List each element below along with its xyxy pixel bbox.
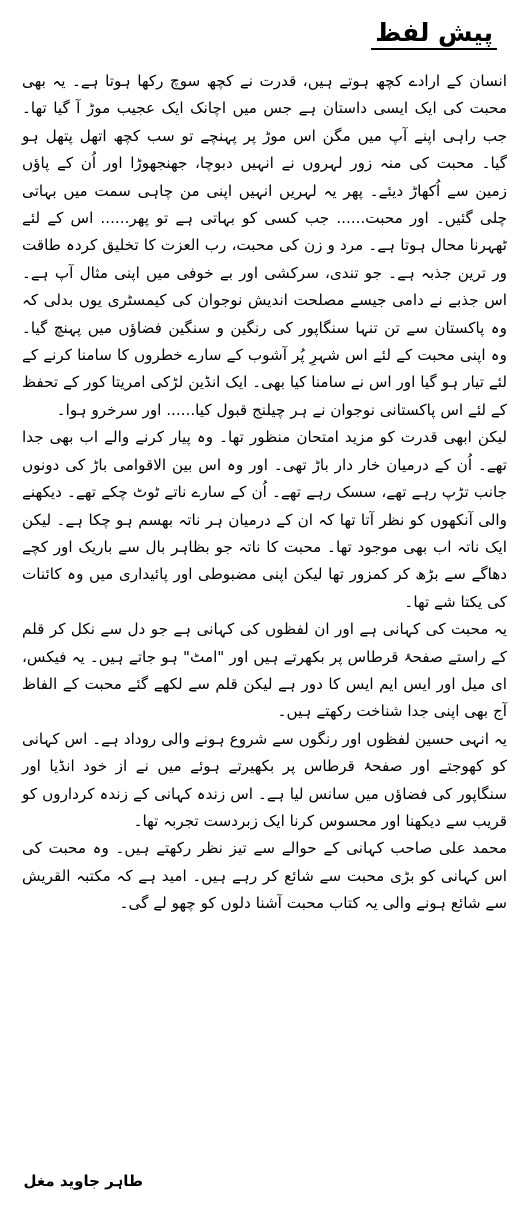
paragraph-4: یہ انہی حسین لفظوں اور رنگوں سے شروع ہونے والی روداد ہے۔ اس کہانی کو کھوجتے اور صفحۂ قرطاس پر بکھیرتے ہوئے میں نے از خود انڈیا اور سنگاپور کی فضاؤں میں سانس لیا ہے۔ اس زندہ کہانی کے زندہ کرداروں کو قریب سے دیکھنا اور محسوس کرنا ایک زبردست تجربہ تھا۔ [22, 729, 507, 830]
title-block [375, 14, 493, 52]
paragraph-2: لیکن ابھی قدرت کو مزید امتحان منظور تھا۔ وہ پیار کرنے والے اب بھی جدا تھے۔ اُن کے درمیان خار دار باڑ تھی۔ اور وہ اس بین الاقوامی باڑ کی دونوں جانب تڑپ رہے تھے، سسک رہے تھے۔ اُن کے سارے ناتے ٹوٹ چکے تھے۔ دیکھنے والی آنکھوں کو نظر آتا تھا کہ ان کے درمیان ہر ناتہ بھسم ہو چکا ہے۔ لیکن ایک ناتہ اب بھی موجود تھا۔ محبت کا ناتہ جو بظاہر بال سے باریک اور کچے دھاگے سے بڑھ کر کمزور تھا لیکن اپنی مضبوطی اور پائیداری میں وہ کائنات کی یکتا شے تھا۔ [22, 428, 507, 611]
paragraph-3: یہ محبت کی کہانی ہے اور ان لفظوں کی کہانی ہے جو دل سے نکل کر قلم کے راستے صفحۂ قرطاس پر بکھرتے ہیں اور "امٹ" ہو جاتے ہیں۔ یہ فیکس، ای میل اور ایس ایم ایس کا دور ہے لیکن قلم سے لکھے گئے محبت کے الفاظ آج بھی اپنی جدا شناخت رکھتے ہیں۔ [22, 620, 507, 721]
paragraph-1: انسان کے ارادے کچھ ہوتے ہیں، قدرت نے کچھ سوچ رکھا ہوتا ہے۔ یہ بھی محبت کی ایک ایسی داستان ہے جس میں اچانک ایک عجیب موڑ آ گیا تھا۔ جب راہی اپنے آپ میں مگن اس موڑ پر پہنچے تو سب کچھ اتھل پتھل ہو گیا۔ محبت کی منہ زور لہروں نے انہیں دبوچا، جھنجھوڑا اور اُن کے پاؤں زمین سے اُکھاڑ دیئے۔ پھر یہ لہریں انہیں اپنی من چاہی سمت میں بہاتی چلی گئیں۔ اور محبت...... جب کسی کو بہاتی ہے تو پھر...... اس کے لئے ٹھہرنا محال ہوتا ہے۔ مرد و زن کی محبت، رب العزت کا تخلیق کردہ طاقت ور ترین جذبہ ہے۔ جو تندی، سرکشی اور بے خوفی میں اپنی مثال آپ ہے۔ اس جذبے نے دامی جیسے مصلحت اندیش نوجوان کی کیمسٹری یوں بدلی کہ وہ پاکستان سے تن تنہا سنگاپور کی رنگین و سنگین فضاؤں میں پہنچ گیا۔ وہ اپنی محبت کے لئے اس شہرِ پُر آشوب کے سارے خطروں کا سامنا کرنے کے لئے تیار ہو گیا اور اس نے سامنا کیا بھی۔ ایک انڈین لڑکی امریتا کور کے تحفظ کے لئے اس پاکستانی نوجوان نے ہر چیلنج قبول کیا...... اور سرخرو ہوا۔ [22, 72, 507, 419]
title-underline [371, 48, 497, 50]
page-title: پیش لفظ [375, 18, 493, 47]
preface-body [22, 68, 507, 918]
paragraph-5: محمد علی صاحب کہانی کے حوالے سے تیز نظر رکھتے ہیں۔ وہ محبت کی اس کہانی کو بڑی محبت سے شائع کر رہے ہیں۔ امید ہے کہ مکتبہ القریش سے شائع ہونے والی یہ کتاب محبت آشنا دلوں کو چھو لے گی۔ [22, 839, 507, 913]
author-signature: طاہر جاوید مغل [23, 1172, 143, 1190]
